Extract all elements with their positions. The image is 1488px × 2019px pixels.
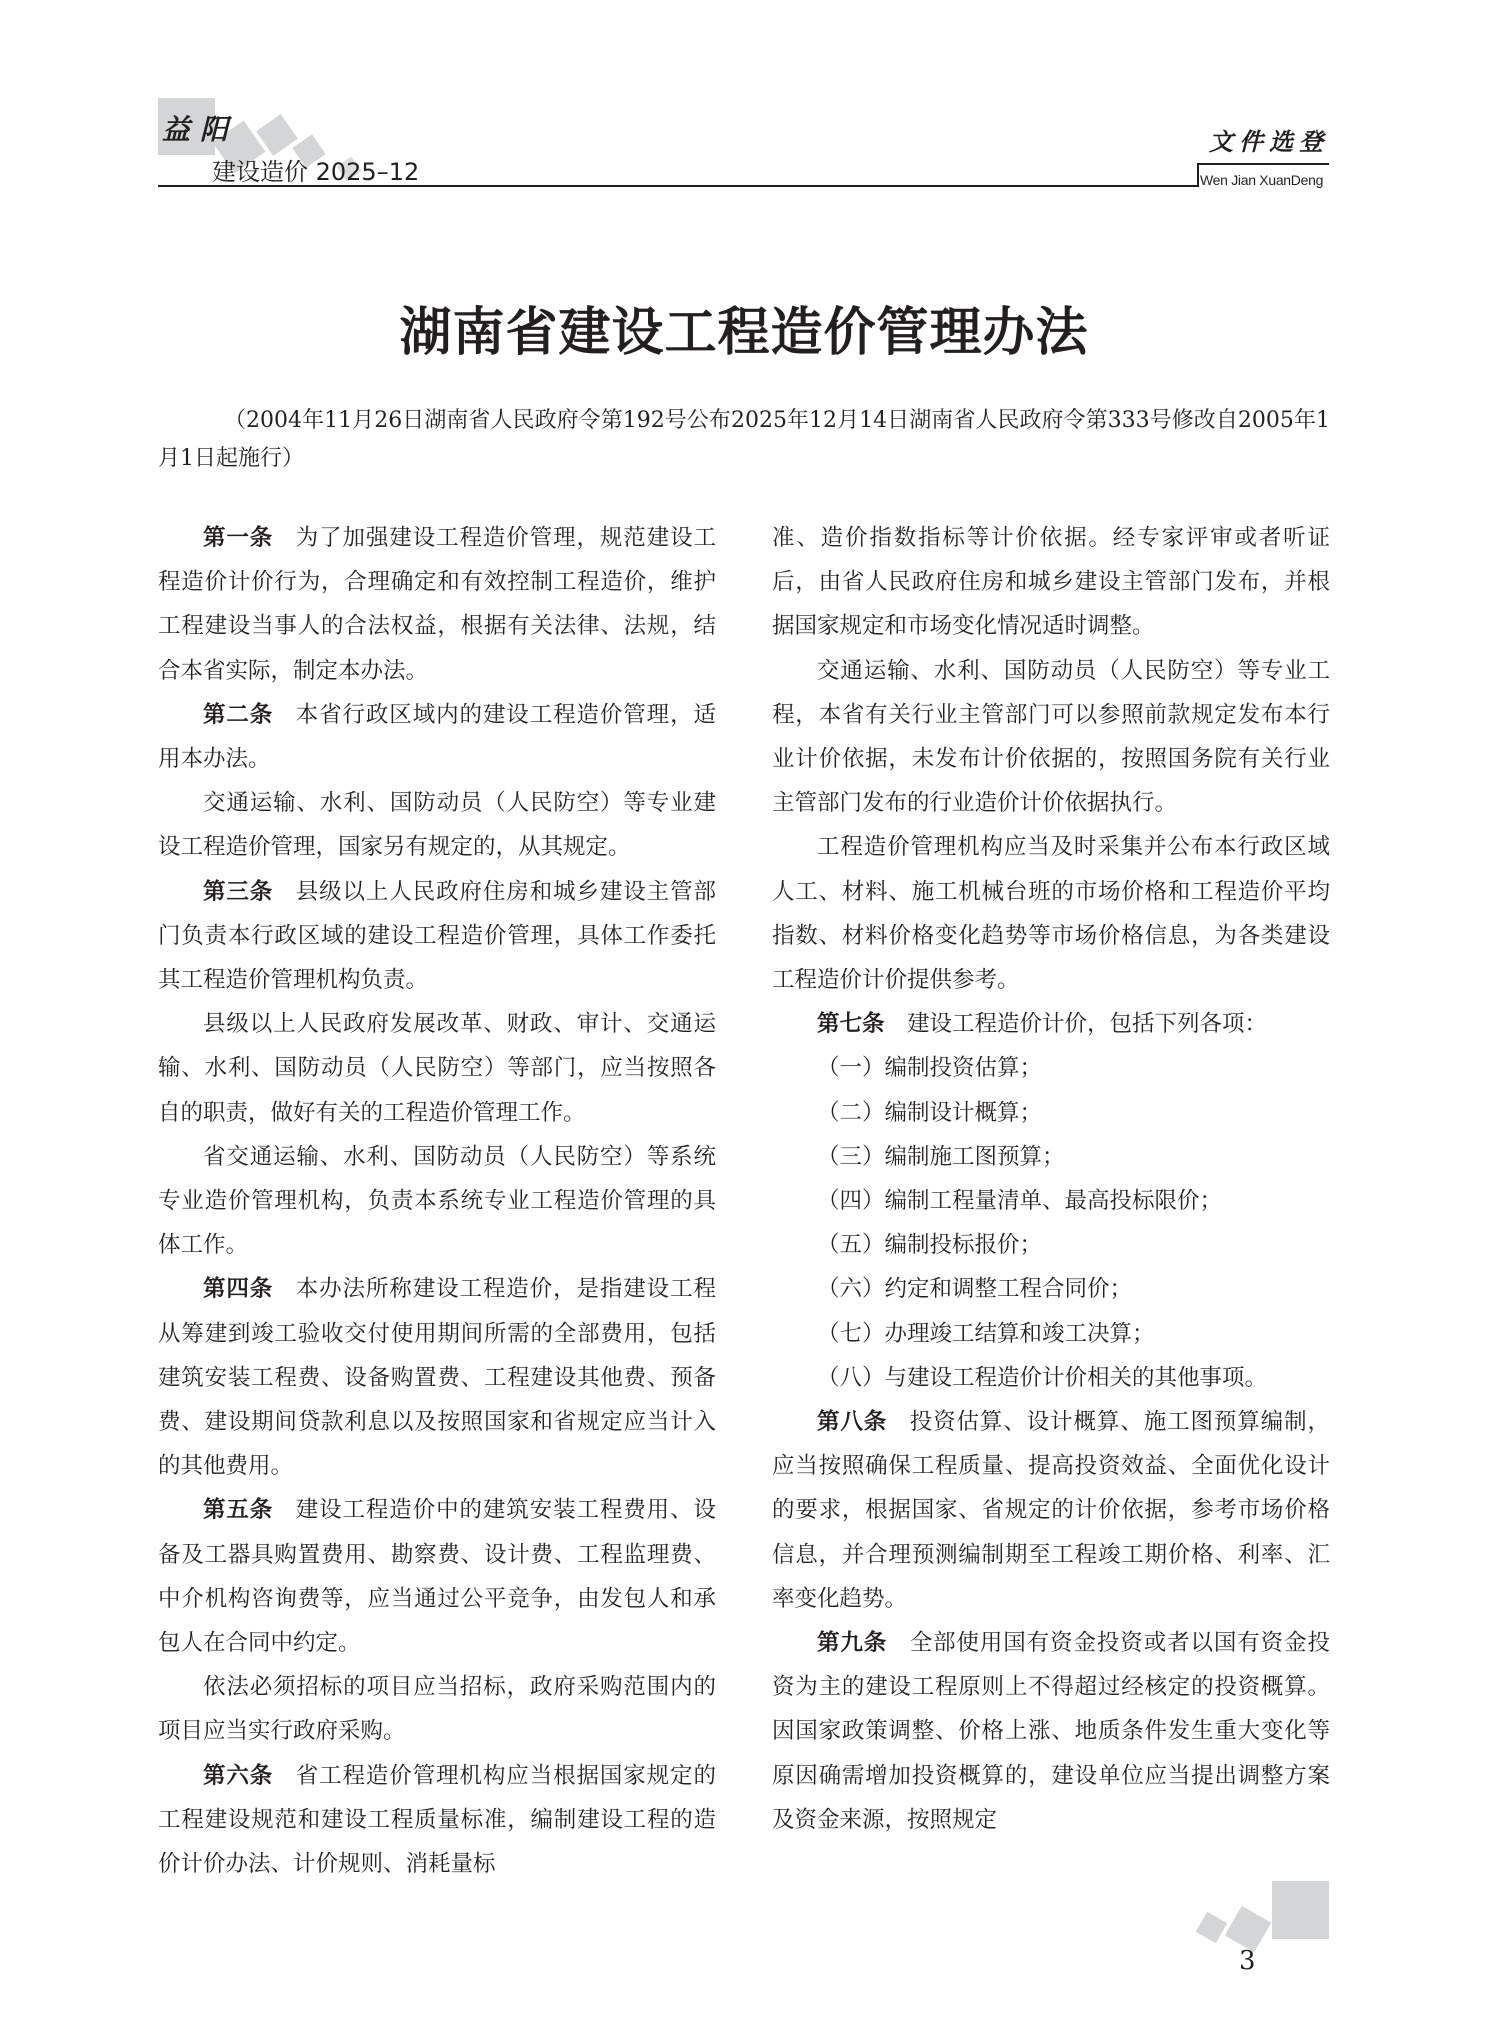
article-paragraph bbox=[158, 1488, 716, 1665]
paragraph-text: （六）约定和调整工程合同价； bbox=[817, 1276, 1133, 1303]
journal-brand: 益阳 bbox=[162, 113, 239, 146]
article-paragraph bbox=[158, 516, 716, 693]
paragraph-text: 本办法所称建设工程造价，是指建设工程从筹建到竣工验收交付使用期间所需的全部费用，包括建筑安装工程费、设备购置费、工程建设其他费、预备费、建设期间贷款利息以及按照国家和省规定应当计入的其他费用。 bbox=[158, 1276, 716, 1480]
paragraph bbox=[772, 1179, 1330, 1223]
article-number: 第七条 bbox=[817, 1011, 885, 1038]
article-paragraph bbox=[772, 1621, 1330, 1842]
paragraph-text: （八）与建设工程造价计价相关的其他事项。 bbox=[817, 1364, 1268, 1391]
page-number: 3 bbox=[1239, 1946, 1256, 1976]
paragraph-text: 准、造价指数指标等计价依据。经专家评审或者听证后，由省人民政府住房和城乡建设主管部门发布，并根据国家规定和市场变化情况适时调整。 bbox=[772, 525, 1330, 640]
document-note: （2004年11月26日湖南省人民政府令第192号公布2025年12月14日湖南省人民政府令第333号修改自2005年1月1日起施行） bbox=[158, 408, 1330, 471]
paragraph-text: 县级以上人民政府住房和城乡建设主管部门负责本行政区域的建设工程造价管理，具体工作委托其工程造价管理机构负责。 bbox=[158, 878, 716, 994]
paragraph-text: 本省行政区域内的建设工程造价管理，适用本办法。 bbox=[158, 701, 716, 773]
paragraph bbox=[772, 1312, 1330, 1356]
article-number: 第一条 bbox=[203, 525, 274, 551]
footer-deco-square bbox=[1272, 1881, 1329, 1939]
paragraph-text: （一）编制投资估算； bbox=[817, 1055, 1043, 1082]
article-number: 第三条 bbox=[203, 878, 274, 905]
article-paragraph bbox=[158, 693, 716, 781]
paragraph bbox=[772, 516, 1330, 649]
paragraph bbox=[772, 1223, 1330, 1267]
header-rule-right bbox=[1197, 163, 1329, 165]
paragraph-text: （七）办理竣工结算和竣工决算； bbox=[817, 1320, 1155, 1347]
right-column bbox=[772, 516, 1330, 1842]
article-number: 第九条 bbox=[817, 1630, 888, 1657]
section-title-pinyin: Wen Jian XuanDeng bbox=[1200, 172, 1324, 188]
paragraph-text: 省工程造价管理机构应当根据国家规定的工程建设规范和建设工程质量标准，编制建设工程的造价计价办法、计价规则、消耗量标 bbox=[158, 1762, 716, 1878]
paragraph-text: （五）编制投标报价； bbox=[817, 1232, 1043, 1259]
paragraph-text: 县级以上人民政府发展改革、财政、审计、交通运输、水利、国防动员（人民防空）等部门，应当按照各自的职责，做好有关的工程造价管理工作。 bbox=[158, 1011, 716, 1126]
article-number: 第二条 bbox=[203, 701, 274, 728]
paragraph bbox=[772, 649, 1330, 826]
paragraph-text: （二）编制设计概算； bbox=[817, 1099, 1043, 1126]
left-column bbox=[158, 516, 716, 1886]
paragraph-text: 交通运输、水利、国防动员（人民防空）等专业工程，本省有关行业主管部门可以参照前款规定发布本行业计价依据，未发布计价依据的，按照国务院有关行业主管部门发布的行业造价计价依据执行。 bbox=[772, 657, 1330, 817]
article-paragraph bbox=[772, 1400, 1330, 1621]
article-paragraph bbox=[772, 1002, 1330, 1046]
journal-issue: 建设造价 2025–12 bbox=[212, 158, 420, 186]
paragraph-text: 依法必须招标的项目应当招标，政府采购范围内的项目应当实行政府采购。 bbox=[158, 1674, 716, 1745]
header-rule-step bbox=[1197, 163, 1199, 187]
article-number: 第六条 bbox=[203, 1762, 274, 1789]
paragraph-text: 全部使用国有资金投资或者以国有资金投资为主的建设工程原则上不得超过经核定的投资概算。因国家政策调整、价格上涨、地质条件发生重大变化等原因确需增加投资概算的，建设单位应当提出调整方案及资金来源，按照规定 bbox=[772, 1630, 1330, 1833]
article-paragraph bbox=[158, 870, 716, 1003]
section-title: 文件选登 bbox=[1209, 127, 1329, 156]
footer-deco-diamond-small bbox=[1196, 1912, 1227, 1943]
article-paragraph bbox=[158, 1754, 716, 1887]
paragraph-text: 为了加强建设工程造价管理，规范建设工程造价计价行为，合理确定和有效控制工程造价，维护工程建设当事人的合法权益，根据有关法律、法规，结合本省实际，制定本办法。 bbox=[158, 525, 716, 684]
paragraph bbox=[158, 1002, 716, 1135]
paragraph-text: （四）编制工程量清单、最高投标限价； bbox=[817, 1188, 1223, 1215]
article-number: 第五条 bbox=[203, 1497, 274, 1524]
paragraph bbox=[772, 1267, 1330, 1311]
paragraph-text: 交通运输、水利、国防动员（人民防空）等专业建设工程造价管理，国家另有规定的，从其规定。 bbox=[158, 790, 716, 861]
document-title: 湖南省建设工程造价管理办法 bbox=[399, 302, 1089, 363]
paragraph-text: 建设工程造价中的建筑安装工程费用、设备及工器具购置费用、勘察费、设计费、工程监理费、中介机构咨询费等，应当通过公平竞争，由发包人和承包人在合同中约定。 bbox=[158, 1497, 716, 1657]
paragraph bbox=[772, 1091, 1330, 1135]
paragraph-text: 建设工程造价计价，包括下列各项： bbox=[907, 1011, 1268, 1038]
article-number: 第四条 bbox=[203, 1276, 274, 1303]
paragraph bbox=[158, 781, 716, 869]
paragraph bbox=[772, 1356, 1330, 1400]
paragraph bbox=[158, 1665, 716, 1753]
paragraph bbox=[772, 1046, 1330, 1090]
article-number: 第八条 bbox=[817, 1409, 888, 1436]
paragraph-text: （三）编制施工图预算； bbox=[817, 1143, 1065, 1170]
paragraph bbox=[158, 1135, 716, 1268]
paragraph bbox=[772, 1135, 1330, 1179]
article-paragraph bbox=[158, 1267, 716, 1488]
paragraph-text: 工程造价管理机构应当及时采集并公布本行政区域人工、材料、施工机械台班的市场价格和工程造价平均指数、材料价格变化趋势等市场价格信息，为各类建设工程造价计价提供参考。 bbox=[772, 834, 1330, 994]
paragraph-text: 省交通运输、水利、国防动员（人民防空）等系统专业造价管理机构，负责本系统专业工程造价管理的具体工作。 bbox=[158, 1143, 716, 1259]
paragraph bbox=[772, 825, 1330, 1002]
paragraph-text: 投资估算、设计概算、施工图预算编制，应当按照确保工程质量、提高投资效益、全面优化设计的要求，根据国家、省规定的计价依据，参考市场价格信息，并合理预测编制期至工程竣工期价格、利率、汇率变化趋势。 bbox=[772, 1409, 1330, 1612]
